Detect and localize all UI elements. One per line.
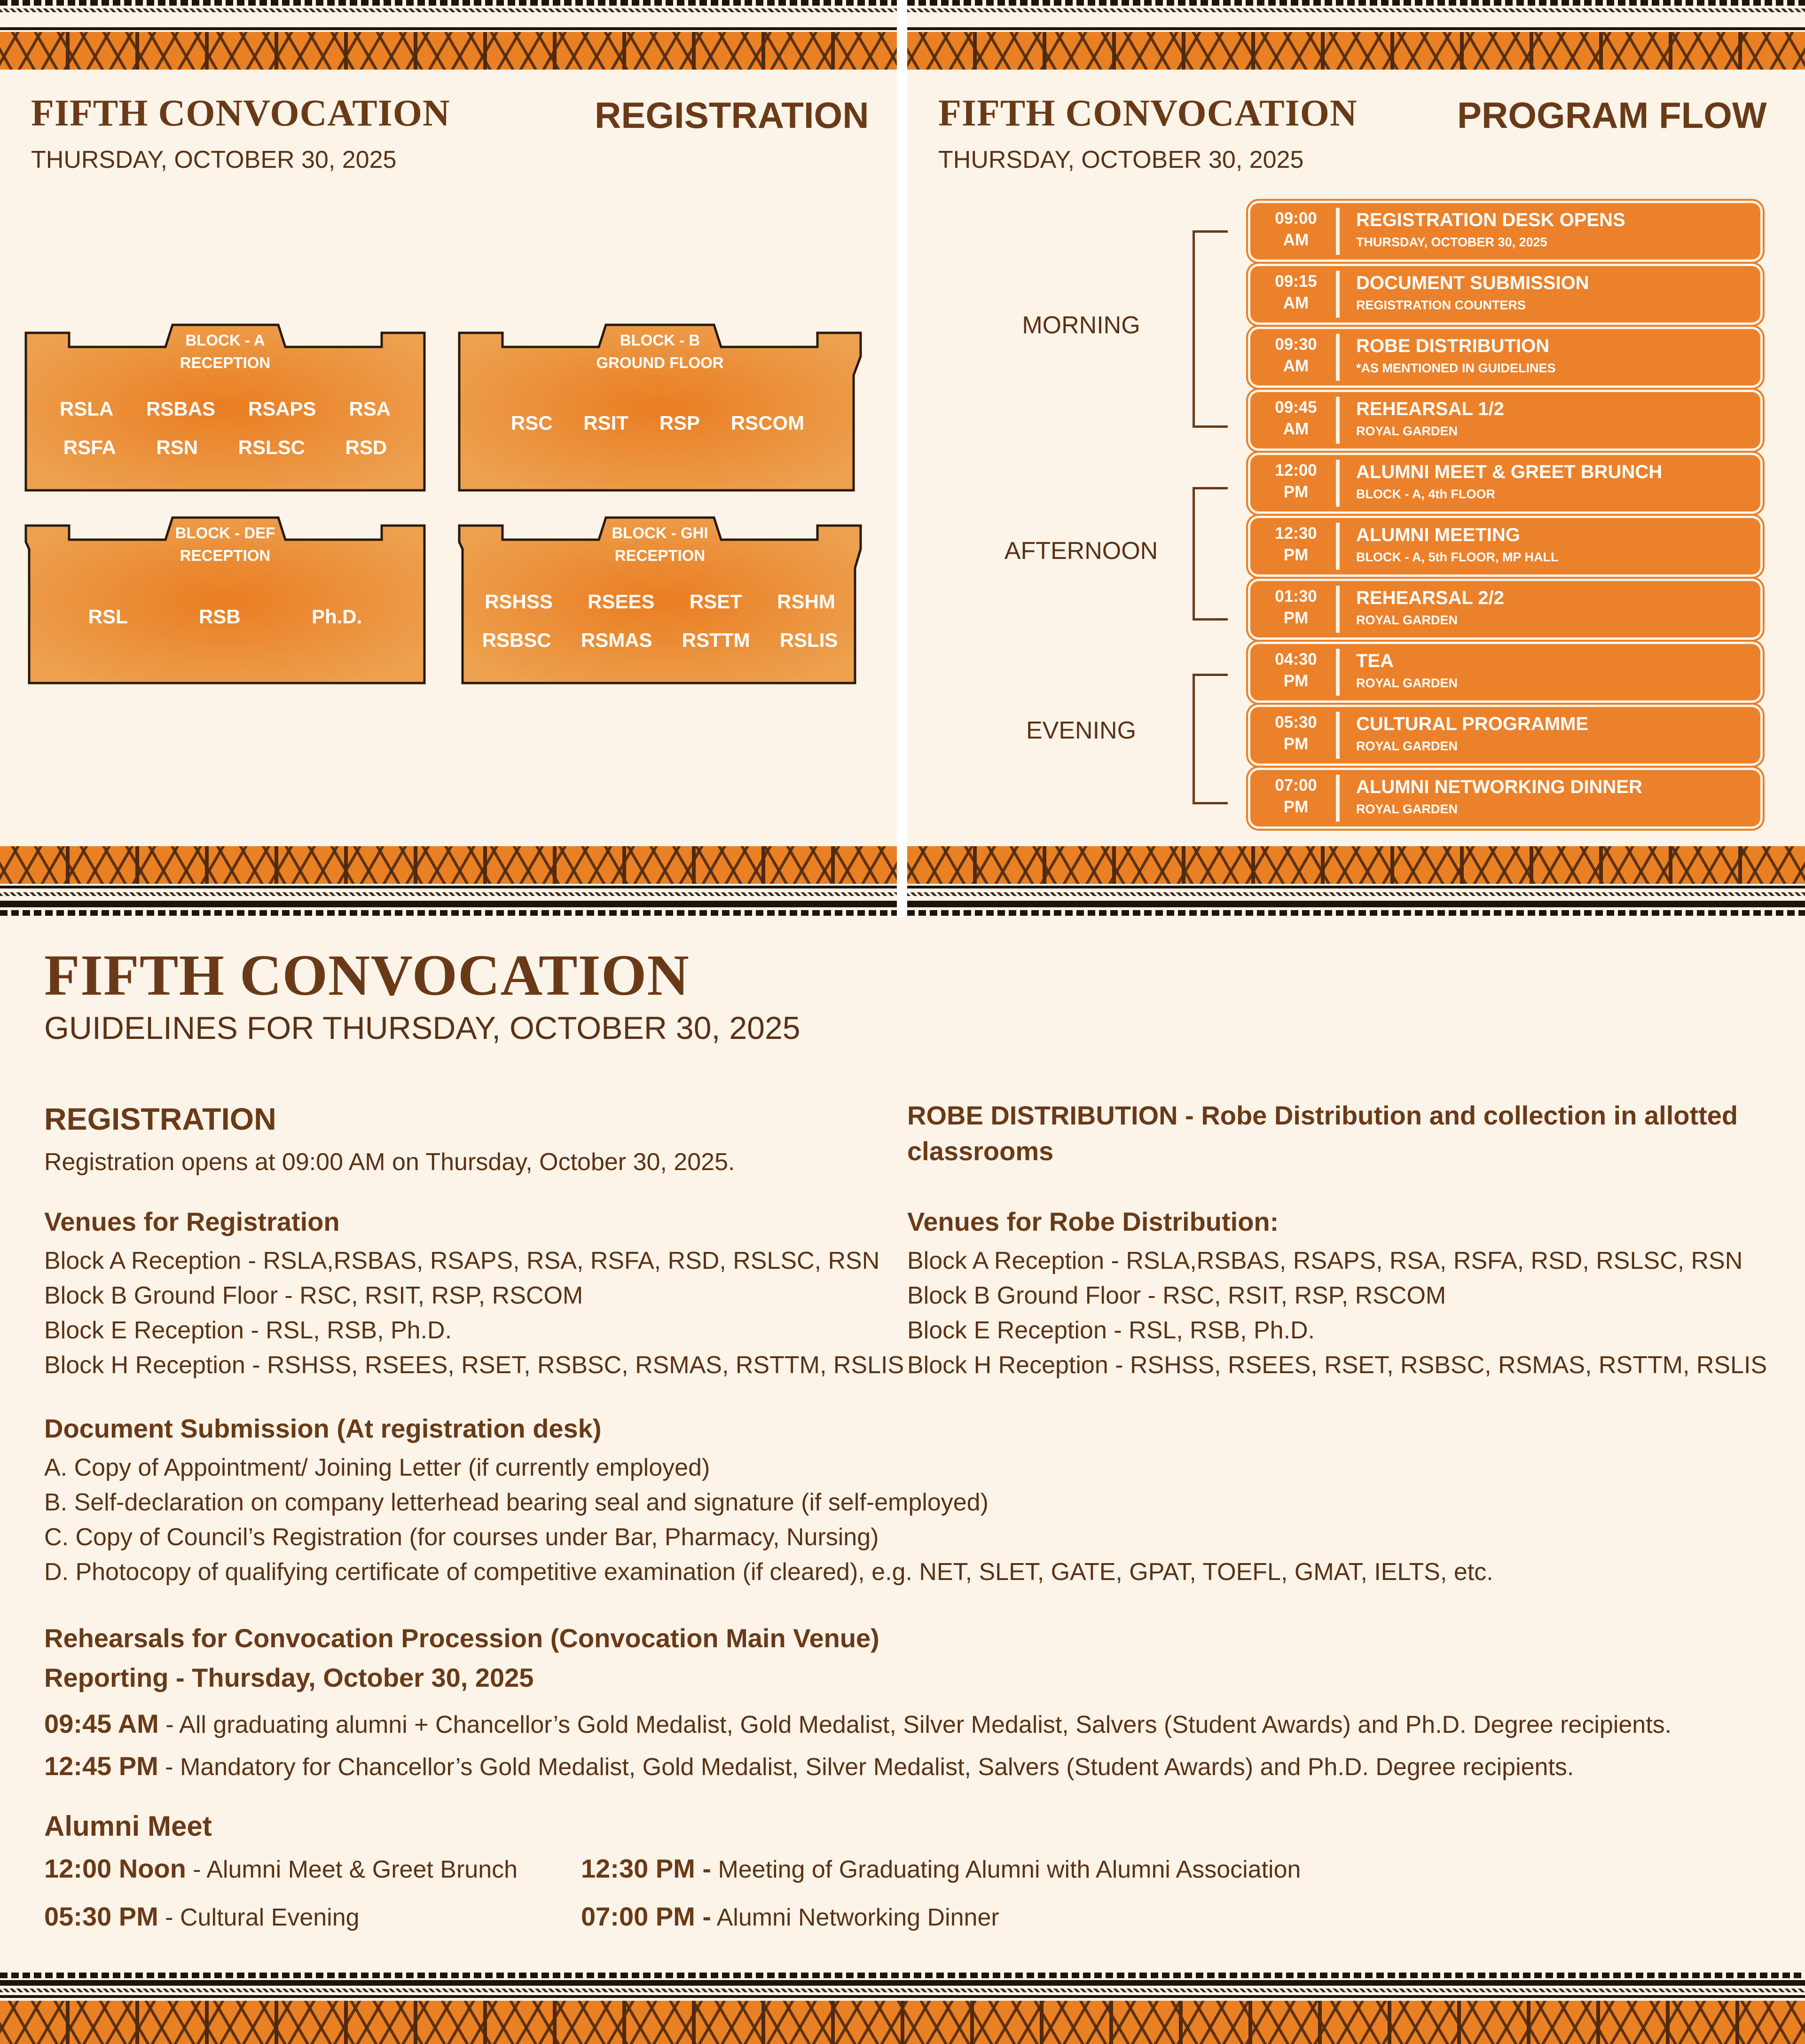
program-title: ALUMNI NETWORKING DINNER: [1356, 777, 1642, 797]
block-a-codes: [24, 398, 426, 459]
program-title: REHEARSAL 1/2: [1356, 399, 1504, 419]
program-title: ALUMNI MEETING: [1356, 525, 1520, 545]
school-code: RSL: [88, 605, 128, 628]
robe-venues-title: Venues for Robe Distribution:: [907, 1207, 1279, 1236]
alumni-title: Alumni Meet: [44, 1810, 212, 1842]
border-bottom-zigzag: [0, 892, 897, 896]
border-bottom-dash: [907, 910, 1805, 916]
program-location: REGISTRATION COUNTERS: [1356, 298, 1526, 312]
block-def-subtitle: RECEPTION: [180, 547, 271, 564]
program-title: REGISTRATION DESK OPENS: [1356, 210, 1625, 230]
border-footer-line: [0, 1995, 1805, 1998]
rehearsals-title: Rehearsals for Convocation Procession (Convocation Main Venue): [44, 1623, 879, 1653]
program-title: ROBE DISTRIBUTION: [1356, 336, 1550, 356]
block-ghi-title: BLOCK - GHI: [612, 524, 708, 542]
program-time: 05:30 PM: [1256, 712, 1340, 759]
period-label-evening: EVENING: [1026, 717, 1137, 744]
border-top-pattern: [0, 32, 897, 70]
robe-venue: Block H Reception - RSHSS, RSEES, RSET, RSBSC, RSMAS, RSTTM, RSLIS: [907, 1352, 1767, 1379]
registration-title: REGISTRATION: [595, 94, 869, 136]
block-def-title: BLOCK - DEF: [175, 524, 275, 542]
evening-bracket: [1193, 674, 1228, 804]
document-item: B. Self-declaration on company letterhead bearing seal and signature (if self-employed): [44, 1489, 989, 1516]
program-flow-title: PROGRAM FLOW: [1457, 94, 1767, 136]
registration-section-title: REGISTRATION: [44, 1101, 276, 1136]
school-code: RSA: [349, 398, 391, 420]
rehearsal-item: 12:45 PM - Mandatory for Chancellor’s Gold Medalist, Gold Medalist, Silver Medalist, Salvers (Student Awards) and Ph.D. Degree recipients.: [44, 1751, 1574, 1781]
school-code: RSD: [345, 436, 387, 458]
block-b-card: [458, 323, 862, 492]
border-bottom-dash: [0, 910, 897, 916]
alumni-item: 07:00 PM - Alumni Networking Dinner: [581, 1902, 999, 1931]
alumni-item: 12:00 Noon - Alumni Meet & Greet Brunch: [44, 1854, 518, 1883]
document-item: D. Photocopy of qualifying certificate of competitive examination (if cleared), e.g. NET, SLET, GATE, GPAT, TOEFL, GMAT, IELTS, etc.: [44, 1558, 1493, 1586]
document-item: C. Copy of Council’s Registration (for courses under Bar, Pharmacy, Nursing): [44, 1524, 879, 1551]
border-top-pattern: [907, 32, 1805, 70]
registration-venue: Block A Reception - RSLA,RSBAS, RSAPS, RSA, RSFA, RSD, RSLSC, RSN: [44, 1247, 880, 1274]
guidelines-panel: [0, 918, 1805, 2044]
registration-venue: Block H Reception - RSHSS, RSEES, RSET, RSBSC, RSMAS, RSTTM, RSLIS: [44, 1352, 904, 1379]
school-code: RSP: [659, 412, 700, 434]
period-label-afternoon: AFTERNOON: [1004, 537, 1158, 565]
program-location: *AS MENTIONED IN GUIDELINES: [1356, 361, 1556, 375]
guidelines-subheading: GUIDELINES FOR THURSDAY, OCTOBER 30, 2025: [44, 1010, 800, 1046]
registration-intro: Registration opens at 09:00 AM on Thursday, October 30, 2025.: [44, 1148, 735, 1176]
block-b-title: BLOCK - B: [620, 331, 700, 349]
program-title: ALUMNI MEET & GREET BRUNCH: [1356, 462, 1663, 482]
program-item: [1250, 392, 1760, 448]
border-top-line: [0, 27, 897, 30]
afternoon-bracket: [1193, 487, 1228, 621]
border-top-zigzag: [0, 8, 897, 12]
registration-venues-title: Venues for Registration: [44, 1207, 340, 1236]
program-location: ROYAL GARDEN: [1356, 613, 1458, 627]
program-item: [1250, 203, 1760, 259]
border-footer-line: [0, 1980, 1805, 1986]
program-time: 09:15 AM: [1256, 271, 1340, 318]
border-bottom-zigzag: [907, 892, 1805, 896]
program-title: DOCUMENT SUBMISSION: [1356, 273, 1589, 293]
border-footer-dash: [0, 1973, 1805, 1978]
program-location: BLOCK - A, 5th FLOOR, MP HALL: [1356, 550, 1559, 564]
event-date: THURSDAY, OCTOBER 30, 2025: [938, 146, 1304, 173]
school-code: RSLA: [59, 398, 114, 420]
school-code: RSAPS: [248, 398, 316, 420]
robe-venue: Block A Reception - RSLA,RSBAS, RSAPS, RSA, RSFA, RSD, RSLSC, RSN: [907, 1247, 1743, 1274]
school-code: RSEES: [588, 590, 655, 613]
school-code: RSC: [510, 412, 553, 434]
border-top-dash: [907, 0, 1805, 6]
program-item: [1250, 770, 1760, 826]
alumni-item: 12:30 PM - Meeting of Graduating Alumni with Alumni Association: [581, 1854, 1301, 1883]
block-b-codes: [458, 412, 862, 434]
alumni-item: 05:30 PM - Cultural Evening: [44, 1902, 360, 1931]
school-code: RSMAS: [581, 629, 652, 651]
program-time: 01:30 PM: [1256, 586, 1340, 633]
school-code: RSCOM: [730, 412, 805, 434]
border-top-zigzag: [907, 8, 1805, 12]
program-item: [1250, 455, 1760, 511]
border-bottom-line: [0, 901, 897, 907]
school-code: RSTTM: [682, 629, 750, 651]
program-time: 09:00 AM: [1256, 208, 1340, 255]
program-location: ROYAL GARDEN: [1356, 424, 1458, 438]
school-code: RSBSC: [482, 629, 551, 651]
program-item: [1250, 518, 1760, 574]
robe-section-title-cont: classrooms: [907, 1136, 1054, 1166]
program-title: CULTURAL PROGRAMME: [1356, 714, 1589, 734]
program-time: 12:30 PM: [1256, 523, 1340, 570]
school-code: Ph.D.: [311, 605, 362, 628]
registration-panel: [0, 0, 897, 918]
period-label-morning: MORNING: [1022, 312, 1140, 339]
program-title: REHEARSAL 2/2: [1356, 588, 1504, 608]
program-time: 09:45 AM: [1256, 397, 1340, 444]
school-code: RSLIS: [779, 629, 838, 651]
documents-title: Document Submission (At registration desk): [44, 1414, 602, 1443]
school-code: RSBAS: [146, 398, 216, 420]
program-location: THURSDAY, OCTOBER 30, 2025: [1356, 235, 1547, 249]
block-def-card: [24, 516, 426, 684]
border-bottom-pattern: [907, 846, 1805, 884]
border-bottom-pattern: [0, 846, 897, 884]
block-a-card: [24, 323, 426, 492]
block-a-subtitle: RECEPTION: [180, 354, 271, 371]
robe-section-title: ROBE DISTRIBUTION - Robe Distribution and collection in allotted: [907, 1101, 1738, 1130]
border-top-dash: [0, 0, 897, 6]
school-code: RSLSC: [238, 436, 305, 458]
school-code: RSHSS: [485, 590, 553, 613]
registration-venue: Block E Reception - RSL, RSB, Ph.D.: [44, 1317, 452, 1344]
block-ghi-codes: [458, 590, 862, 652]
program-time: 09:30 AM: [1256, 334, 1340, 381]
guidelines-heading: FIFTH CONVOCATION: [44, 943, 690, 1007]
border-bottom-line: [0, 886, 897, 888]
program-item: [1250, 266, 1760, 322]
program-location: ROYAL GARDEN: [1356, 676, 1458, 690]
program-location: ROYAL GARDEN: [1356, 802, 1458, 816]
school-code: RSB: [198, 605, 241, 628]
border-footer-pattern: [0, 2001, 1805, 2044]
event-date: THURSDAY, OCTOBER 30, 2025: [31, 146, 397, 173]
program-item: [1250, 581, 1760, 637]
program-item: [1250, 644, 1760, 700]
program-bottom-border: [907, 846, 1805, 918]
program-item: [1250, 707, 1760, 763]
border-bottom-line: [907, 901, 1805, 907]
convocation-heading: FIFTH CONVOCATION: [31, 93, 450, 134]
border-top-line: [907, 27, 1805, 30]
robe-venue: Block E Reception - RSL, RSB, Ph.D.: [907, 1317, 1315, 1344]
block-b-subtitle: GROUND FLOOR: [596, 354, 724, 371]
program-time: 12:00 PM: [1256, 460, 1340, 507]
border-bottom-line: [907, 886, 1805, 888]
border-footer-zigzag: [0, 1989, 1805, 1992]
registration-venue: Block B Ground Floor - RSC, RSIT, RSP, RSCOM: [44, 1282, 583, 1309]
rehearsals-reporting: Reporting - Thursday, October 30, 2025: [44, 1663, 534, 1692]
program-location: ROYAL GARDEN: [1356, 739, 1458, 753]
block-ghi-subtitle: RECEPTION: [614, 547, 706, 564]
school-code: RSHM: [777, 590, 835, 613]
program-time: 04:30 PM: [1256, 649, 1340, 696]
block-def-codes: [24, 605, 426, 628]
program-item: [1250, 329, 1760, 385]
block-ghi-card: [458, 516, 862, 684]
program-location: BLOCK - A, 4th FLOOR: [1356, 487, 1495, 501]
school-code: RSN: [156, 436, 198, 458]
rehearsal-item: 09:45 AM - All graduating alumni + Chancellor’s Gold Medalist, Gold Medalist, Silver Medalist, Salvers (Student Awards) and Ph.D. Degree recipients.: [44, 1709, 1672, 1738]
robe-venue: Block B Ground Floor - RSC, RSIT, RSP, RSCOM: [907, 1282, 1446, 1309]
convocation-heading: FIFTH CONVOCATION: [938, 93, 1358, 134]
program-title: TEA: [1356, 651, 1394, 671]
school-code: RSET: [689, 590, 742, 613]
school-code: RSIT: [583, 412, 628, 434]
morning-bracket: [1193, 230, 1228, 428]
block-a-title: BLOCK - A: [185, 331, 265, 349]
document-item: A. Copy of Appointment/ Joining Letter (if currently employed): [44, 1454, 710, 1481]
school-code: RSFA: [63, 436, 116, 458]
program-time: 07:00 PM: [1256, 775, 1340, 822]
